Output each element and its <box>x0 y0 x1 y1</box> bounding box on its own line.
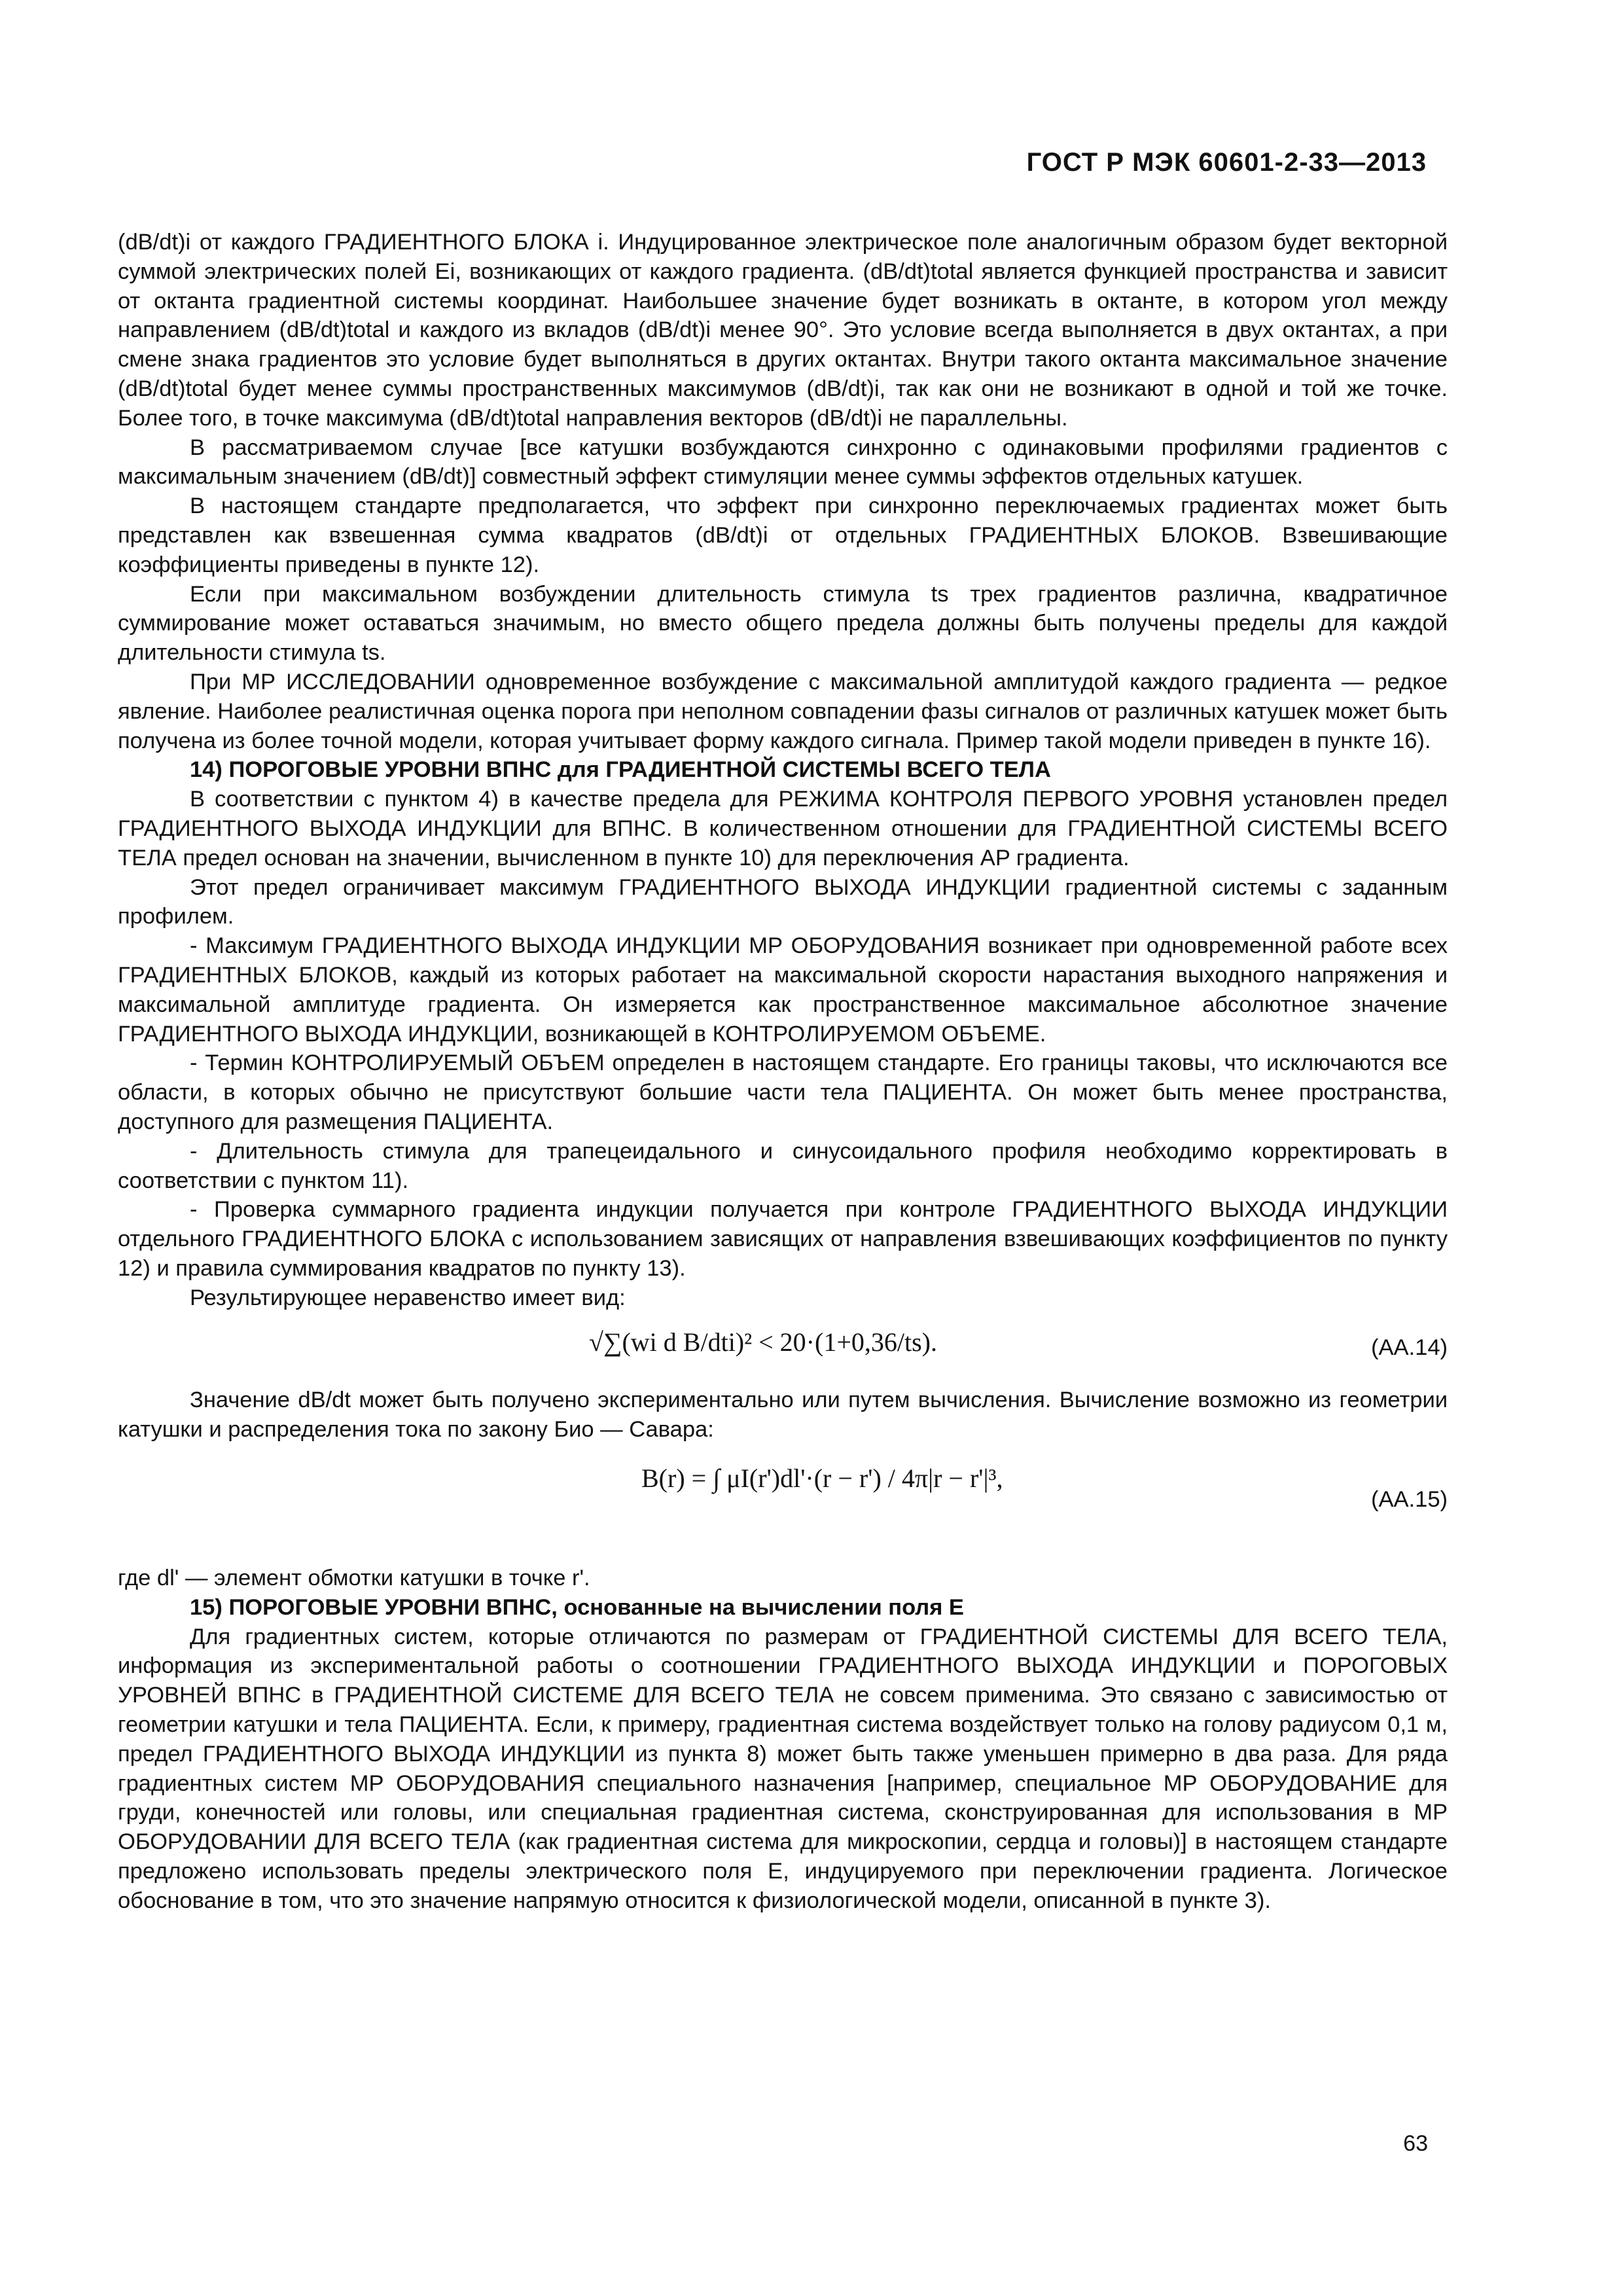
equation-aa14-formula: √∑(wi d B/dti)² < 20·(1+0,36/ts). <box>589 1327 937 1357</box>
section-heading-14: 14) ПОРОГОВЫЕ УРОВНИ ВПНС для ГРАДИЕНТНОЙ СИСТЕМЫ ВСЕГО ТЕЛА <box>190 757 1051 783</box>
paragraph-13: Значение dB/dt может быть получено экспериментально или путем вычисления. Вычисление возможно из геометрии катушки и распределения тока по закону Био — Савара: <box>118 1388 1448 1443</box>
paragraph-12: Результирующее неравенство имеет вид: <box>190 1285 626 1310</box>
paragraph-4: Если при максимальном возбуждении длительность стимула ts трех градиентов различна, квадратичное суммирование может оставаться значимым, но вместо общего предела должны быть получены пределы для каждой длительности стимула ts. <box>118 581 1448 666</box>
equation-aa15-formula: B(r) = ∫ μI(r')dl'·(r − r') / 4π|r − r'|³, <box>641 1463 1003 1494</box>
equation-aa15-number: (AA.15) <box>1371 1487 1448 1513</box>
paragraph-6: В соответствии с пунктом 4) в качестве предела для РЕЖИМА КОНТРОЛЯ ПЕРВОГО УРОВНЯ установлен предел ГРАДИЕНТНОГО ВЫХОДА ИНДУКЦИИ для ВПНС. В количественном отношении для ГРАДИЕНТНОЙ СИСТЕМЫ ВСЕГО ТЕЛА предел основан на значении, вычисленном в пункте 10) для переключения AP градиента. <box>118 787 1448 870</box>
paragraph-11: - Проверка суммарного градиента индукции получается при контроле ГРАДИЕНТНОГО ВЫХОДА ИНДУКЦИИ отдельного ГРАДИЕНТНОГО БЛОКА с использованием зависящих от направления взвешивающих коэффициентов по пункту 12) и правила суммирования квадратов по пункту 13). <box>118 1197 1448 1281</box>
equation-aa14 <box>118 1319 1448 1378</box>
paragraph-10: - Длительность стимула для трапецеидального и синусоидального профиля необходимо корректировать в соответствии с пунктом 11). <box>118 1138 1448 1193</box>
paragraph-3: В настоящем стандарте предполагается, что эффект при синхронно переключаемых градиентах может быть представлен как взвешенная сумма квадратов (dB/dt)i от отдельных ГРАДИЕНТНЫХ БЛОКОВ. Взвешивающие коэффициенты приведены в пункте 12). <box>118 493 1448 577</box>
paragraph-15: Для градиентных систем, которые отличаются по размерам от ГРАДИЕНТНОЙ СИСТЕМЫ ДЛЯ ВСЕГО ТЕЛА, информация из экспериментальной работы о соотношении ГРАДИЕНТНОГО ВЫХОДА ИНДУКЦИИ и ПОРОГОВЫХ УРОВНЕЙ ВПНС в ГРАДИЕНТНОЙ СИСТЕМЕ ДЛЯ ВСЕГО ТЕЛА не совсем применима. Это связано с зависимостью от геометрии катушки и тела ПАЦИЕНТА. Если, к примеру, градиентная система воздействует только на голову радиусом 0,1 м, предел ГРАДИЕНТНОГО ВЫХОДА ИНДУКЦИИ из пункта 8) может быть также уменьшен примерно в два раза. Для ряда градиентных систем МР ОБОРУДОВАНИЯ специального назначения [например, специальное МР ОБОРУДОВАНИЕ для груди, конечностей или головы, или специальная градиентная система, сконструированная для использования в МР ОБОРУДОВАНИИ ДЛЯ ВСЕГО ТЕЛА (как градиентная система для микроскопии, сердца и головы)] в настоящем стандарте предложено использовать пределы электрического поля E, индуцируемого при переключении градиента. Логическое обоснование в том, что это значение напрямую относится к физиологической модели, описанной в пункте 3). <box>118 1624 1448 1913</box>
standard-code-header: ГОСТ Р МЭК 60601-2-33—2013 <box>1026 148 1427 177</box>
paragraph-9: - Термин КОНТРОЛИРУЕМЫЙ ОБЪЕМ определен в настоящем стандарте. Его границы таковы, что исключаются все области, в которых обычно не присутствуют большие части тела ПАЦИЕНТА. Он может быть менее пространства, доступного для размещения ПАЦИЕНТА. <box>118 1050 1448 1134</box>
document-body <box>118 228 1448 1916</box>
paragraph-7: Этот предел ограничивает максимум ГРАДИЕНТНОГО ВЫХОДА ИНДУКЦИИ градиентной системы с заданным профилем. <box>118 874 1448 929</box>
section-heading-15: 15) ПОРОГОВЫЕ УРОВНИ ВПНС, основанные на вычислении поля E <box>190 1594 964 1620</box>
page-number: 63 <box>1403 2131 1428 2156</box>
paragraph-14: где dl' — элемент обмотки катушки в точке r'. <box>118 1566 590 1591</box>
paragraph-8: - Максимум ГРАДИЕНТНОГО ВЫХОДА ИНДУКЦИИ МР ОБОРУДОВАНИЯ возникает при одновременной работе всех ГРАДИЕНТНЫХ БЛОКОВ, каждый из которых работает на максимальной скорости нарастания выходного напряжения и максимальной амплитуде градиента. Он измеряется как пространственное максимальное абсолютное значение ГРАДИЕНТНОГО ВЫХОДА ИНДУКЦИИ, возникающей в КОНТРОЛИРУЕМОМ ОБЪЕМЕ. <box>118 933 1448 1047</box>
equation-aa14-number: (AA.14) <box>1371 1335 1448 1361</box>
paragraph-2: В рассматриваемом случае [все катушки возбуждаются синхронно с одинаковыми профилями градиентов с максимальным значением (dB/dt)] совместный эффект стимуляции менее суммы эффектов отдельных катушек. <box>118 435 1448 490</box>
equation-aa15 <box>118 1451 1448 1556</box>
paragraph-1: (dB/dt)i от каждого ГРАДИЕНТНОГО БЛОКА i. Индуцированное электрическое поле аналогичным образом будет векторной суммой электрических полей Ei, возникающих от каждого градиента. (dB/dt)total является функцией пространства и зависит от октанта градиентной системы координат. Наибольшее значение будет возникать в октанте, в котором угол между направлением (dB/dt)total и каждого из вкладов (dB/dt)i менее 90°. Это условие всегда выполняется в двух октантах, а при смене знака градиентов это условие будет выполняться в других октантах. Внутри такого октанта максимальное значение (dB/dt)total будет менее суммы пространственных максимумов (dB/dt)i, так как они не возникают в одной и той же точке. Более того, в точке максимума (dB/dt)total направления векторов (dB/dt)i не параллельны. <box>118 230 1448 431</box>
paragraph-5: При МР ИССЛЕДОВАНИИ одновременное возбуждение с максимальной амплитудой каждого градиента — редкое явление. Наиболее реалистичная оценка порога при неполном совпадении фазы сигналов от различных катушек может быть получена из более точной модели, которая учитывает форму каждого сигнала. Пример такой модели приведен в пункте 16). <box>118 669 1448 753</box>
